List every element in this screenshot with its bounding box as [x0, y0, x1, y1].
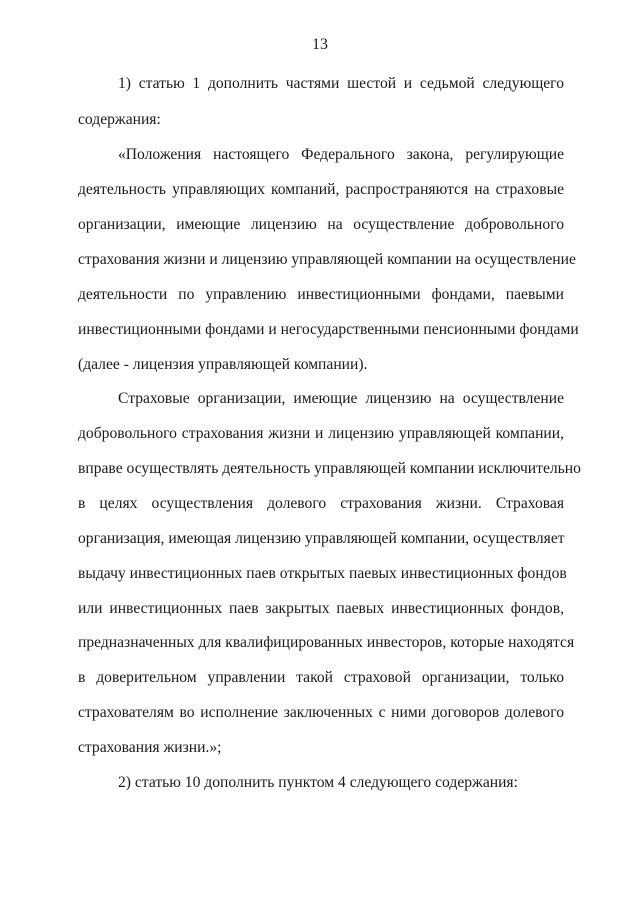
text-line: Страховые организации, имеющие лицензию на осуществление: [118, 390, 564, 407]
page-number: 13: [312, 36, 328, 53]
text-line: «Положения настоящего Федерального закона, регулирующие: [118, 146, 564, 163]
text-line: в доверительном управлении такой страховой организации, только: [78, 669, 564, 686]
text-line: или инвестиционных паев закрытых паевых инвестиционных фондов,: [78, 600, 564, 617]
text-line: вправе осуществлять деятельность управляющей компании исключительно: [78, 460, 581, 477]
text-line: выдачу инвестиционных паев открытых паевых инвестиционных фондов: [78, 565, 567, 582]
text-line: (далее - лицензия управляющей компании).: [78, 356, 368, 373]
text-line: инвестиционными фондами и негосударственными пенсионными фондами: [78, 321, 579, 338]
text-line: страхователям во исполнение заключенных с ними договоров долевого: [78, 704, 564, 721]
text-line: организация, имеющая лицензию управляющей компании, осуществляет: [78, 530, 565, 547]
text-line: 1) статью 1 дополнить частями шестой и седьмой следующего: [118, 75, 564, 92]
text-line: деятельность управляющих компаний, распространяются на страховые: [78, 181, 564, 198]
text-line: в целях осуществления долевого страхования жизни. Страховая: [78, 495, 564, 512]
text-line: деятельности по управлению инвестиционными фондами, паевыми: [78, 286, 564, 303]
text-line: страхования жизни.»;: [78, 739, 222, 756]
text-line: 2) статью 10 дополнить пунктом 4 следующего содержания:: [118, 774, 518, 791]
text-line: организации, имеющие лицензию на осуществление добровольного: [78, 216, 564, 233]
text-line: содержания:: [78, 111, 161, 128]
text-line: страхования жизни и лицензию управляющей компании на осуществление: [78, 251, 576, 268]
text-line: предназначенных для квалифицированных инвесторов, которые находятся: [78, 634, 575, 651]
text-line: добровольного страхования жизни и лицензию управляющей компании,: [78, 425, 564, 442]
